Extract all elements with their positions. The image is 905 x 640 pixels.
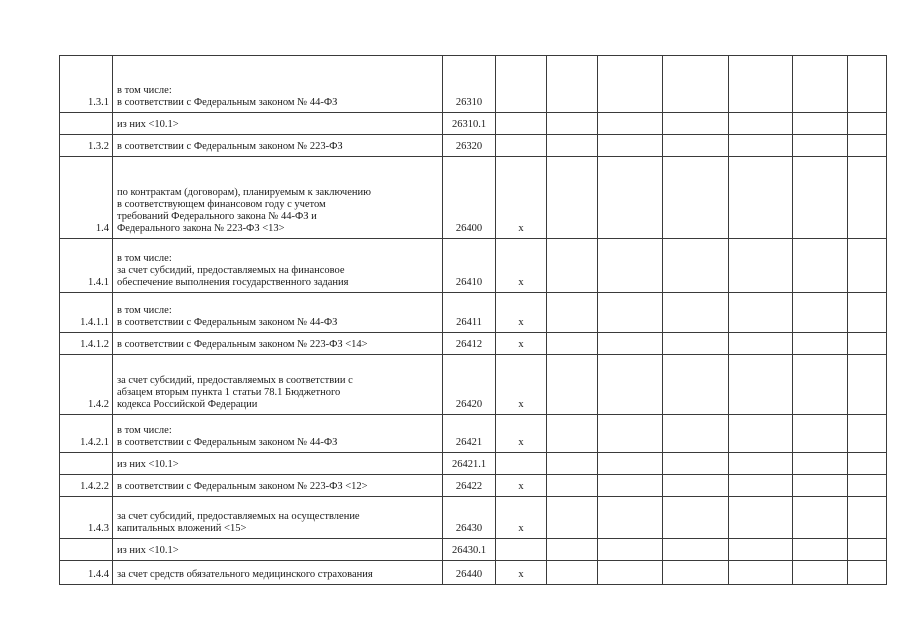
empty-value-cell <box>598 239 663 293</box>
empty-value-cell <box>598 355 663 415</box>
empty-value-cell <box>598 293 663 333</box>
empty-value-cell <box>848 333 887 355</box>
empty-value-cell <box>598 157 663 239</box>
empty-value-cell <box>598 497 663 539</box>
row-mark <box>496 113 547 135</box>
empty-value-cell <box>729 355 793 415</box>
row-description-cell <box>113 239 443 293</box>
row-mark: x <box>496 475 547 497</box>
row-mark <box>496 453 547 475</box>
row-description-cell <box>113 475 443 497</box>
row-code: 26410 <box>443 239 496 293</box>
empty-value-cell <box>848 157 887 239</box>
row-number: 1.4.4 <box>60 561 113 585</box>
empty-value-cell <box>598 539 663 561</box>
row-description-cell <box>113 497 443 539</box>
empty-value-cell <box>547 333 598 355</box>
empty-value-cell <box>729 333 793 355</box>
row-description: по контрактам (договорам), планируемым к заключению в соответствующем финансовом году с учетом требований Федерального закона № 44-ФЗ и Федерального закона № 223-ФЗ <13> <box>117 187 371 234</box>
empty-value-cell <box>547 135 598 157</box>
table-row <box>60 239 887 293</box>
empty-value-cell <box>547 239 598 293</box>
empty-value-cell <box>793 157 848 239</box>
row-mark: x <box>496 293 547 333</box>
row-number: 1.3.1 <box>60 56 113 113</box>
empty-value-cell <box>598 475 663 497</box>
empty-value-cell <box>547 56 598 113</box>
empty-value-cell <box>729 56 793 113</box>
table-row <box>60 355 887 415</box>
empty-value-cell <box>598 333 663 355</box>
row-description-cell <box>113 355 443 415</box>
row-number <box>60 453 113 475</box>
empty-value-cell <box>598 561 663 585</box>
empty-value-cell <box>793 56 848 113</box>
empty-value-cell <box>848 293 887 333</box>
empty-value-cell <box>729 475 793 497</box>
row-description: в соответствии с Федеральным законом № 223-ФЗ <12> <box>117 481 368 492</box>
row-code: 26411 <box>443 293 496 333</box>
empty-value-cell <box>663 293 729 333</box>
row-mark <box>496 135 547 157</box>
row-description-cell <box>113 539 443 561</box>
row-description-cell <box>113 56 443 113</box>
row-code: 26430.1 <box>443 539 496 561</box>
empty-value-cell <box>663 355 729 415</box>
row-code: 26310 <box>443 56 496 113</box>
row-number: 1.4.1.1 <box>60 293 113 333</box>
empty-value-cell <box>547 539 598 561</box>
row-code: 26320 <box>443 135 496 157</box>
empty-value-cell <box>793 539 848 561</box>
row-mark <box>496 56 547 113</box>
empty-value-cell <box>663 415 729 453</box>
row-description: в том числе: в соответствии с Федеральным законом № 44-ФЗ <box>117 85 338 108</box>
row-description: из них <10.1> <box>117 545 179 556</box>
empty-value-cell <box>848 561 887 585</box>
empty-value-cell <box>793 497 848 539</box>
empty-value-cell <box>793 453 848 475</box>
table-row <box>60 415 887 453</box>
empty-value-cell <box>793 333 848 355</box>
table-row <box>60 56 887 113</box>
empty-value-cell <box>729 293 793 333</box>
row-number: 1.4.2 <box>60 355 113 415</box>
table-row <box>60 497 887 539</box>
empty-value-cell <box>598 415 663 453</box>
plan-table <box>59 55 887 585</box>
row-mark: x <box>496 415 547 453</box>
row-number: 1.4.1 <box>60 239 113 293</box>
empty-value-cell <box>848 135 887 157</box>
empty-value-cell <box>793 561 848 585</box>
table-row <box>60 333 887 355</box>
empty-value-cell <box>729 157 793 239</box>
row-description: в том числе: за счет субсидий, предоставляемых на финансовое обеспечение выполнения государственного задания <box>117 253 349 288</box>
empty-value-cell <box>848 539 887 561</box>
empty-value-cell <box>547 157 598 239</box>
table-row <box>60 475 887 497</box>
empty-value-cell <box>547 415 598 453</box>
row-description: за счет субсидий, предоставляемых на осуществление капитальных вложений <15> <box>117 511 360 534</box>
row-description: за счет субсидий, предоставляемых в соответствии с абзацем вторым пункта 1 статьи 78.1 Бюджетного кодекса Российской Федерации <box>117 375 353 410</box>
empty-value-cell <box>848 56 887 113</box>
row-number: 1.3.2 <box>60 135 113 157</box>
row-description-cell <box>113 135 443 157</box>
empty-value-cell <box>793 293 848 333</box>
row-number: 1.4 <box>60 157 113 239</box>
empty-value-cell <box>793 475 848 497</box>
row-number: 1.4.3 <box>60 497 113 539</box>
empty-value-cell <box>663 475 729 497</box>
row-code: 26400 <box>443 157 496 239</box>
row-description-cell <box>113 561 443 585</box>
table-row <box>60 453 887 475</box>
empty-value-cell <box>598 453 663 475</box>
empty-value-cell <box>848 239 887 293</box>
table-row <box>60 157 887 239</box>
empty-value-cell <box>729 453 793 475</box>
row-mark: x <box>496 355 547 415</box>
empty-value-cell <box>663 333 729 355</box>
row-code: 26422 <box>443 475 496 497</box>
row-description: из них <10.1> <box>117 119 179 130</box>
row-code: 26310.1 <box>443 113 496 135</box>
row-code: 26430 <box>443 497 496 539</box>
row-description: за счет средств обязательного медицинского страхования <box>117 569 373 580</box>
row-description-cell <box>113 293 443 333</box>
row-mark: x <box>496 497 547 539</box>
empty-value-cell <box>848 475 887 497</box>
row-mark: x <box>496 157 547 239</box>
empty-value-cell <box>729 497 793 539</box>
row-description-cell <box>113 113 443 135</box>
empty-value-cell <box>663 135 729 157</box>
empty-value-cell <box>793 415 848 453</box>
empty-value-cell <box>663 113 729 135</box>
row-code: 26421 <box>443 415 496 453</box>
empty-value-cell <box>547 475 598 497</box>
empty-value-cell <box>598 113 663 135</box>
row-description: в соответствии с Федеральным законом № 223-ФЗ <14> <box>117 339 368 350</box>
empty-value-cell <box>729 113 793 135</box>
row-code: 26412 <box>443 333 496 355</box>
empty-value-cell <box>848 355 887 415</box>
table-row <box>60 293 887 333</box>
empty-value-cell <box>793 135 848 157</box>
empty-value-cell <box>793 113 848 135</box>
empty-value-cell <box>547 355 598 415</box>
empty-value-cell <box>848 453 887 475</box>
table-row <box>60 539 887 561</box>
row-mark <box>496 539 547 561</box>
empty-value-cell <box>729 561 793 585</box>
empty-value-cell <box>547 453 598 475</box>
row-description-cell <box>113 333 443 355</box>
row-description-cell <box>113 157 443 239</box>
table-row <box>60 135 887 157</box>
row-description: в соответствии с Федеральным законом № 223-ФЗ <box>117 141 343 152</box>
row-description: в том числе: в соответствии с Федеральным законом № 44-ФЗ <box>117 425 338 448</box>
row-mark: x <box>496 561 547 585</box>
empty-value-cell <box>729 415 793 453</box>
row-mark: x <box>496 333 547 355</box>
empty-value-cell <box>598 135 663 157</box>
empty-value-cell <box>663 539 729 561</box>
empty-value-cell <box>663 56 729 113</box>
empty-value-cell <box>547 113 598 135</box>
empty-value-cell <box>663 157 729 239</box>
empty-value-cell <box>729 135 793 157</box>
empty-value-cell <box>547 293 598 333</box>
table-row <box>60 561 887 585</box>
empty-value-cell <box>663 497 729 539</box>
row-number <box>60 539 113 561</box>
row-number: 1.4.1.2 <box>60 333 113 355</box>
empty-value-cell <box>598 56 663 113</box>
row-number <box>60 113 113 135</box>
empty-value-cell <box>663 561 729 585</box>
empty-value-cell <box>793 355 848 415</box>
empty-value-cell <box>848 113 887 135</box>
empty-value-cell <box>729 539 793 561</box>
row-code: 26421.1 <box>443 453 496 475</box>
empty-value-cell <box>848 497 887 539</box>
row-description: в том числе: в соответствии с Федеральным законом № 44-ФЗ <box>117 305 338 328</box>
empty-value-cell <box>547 497 598 539</box>
row-number: 1.4.2.1 <box>60 415 113 453</box>
row-description: из них <10.1> <box>117 459 179 470</box>
table-row <box>60 113 887 135</box>
row-code: 26420 <box>443 355 496 415</box>
row-mark: x <box>496 239 547 293</box>
row-code: 26440 <box>443 561 496 585</box>
row-number: 1.4.2.2 <box>60 475 113 497</box>
row-description-cell <box>113 415 443 453</box>
empty-value-cell <box>729 239 793 293</box>
empty-value-cell <box>547 561 598 585</box>
empty-value-cell <box>848 415 887 453</box>
empty-value-cell <box>663 239 729 293</box>
empty-value-cell <box>793 239 848 293</box>
empty-value-cell <box>663 453 729 475</box>
row-description-cell <box>113 453 443 475</box>
